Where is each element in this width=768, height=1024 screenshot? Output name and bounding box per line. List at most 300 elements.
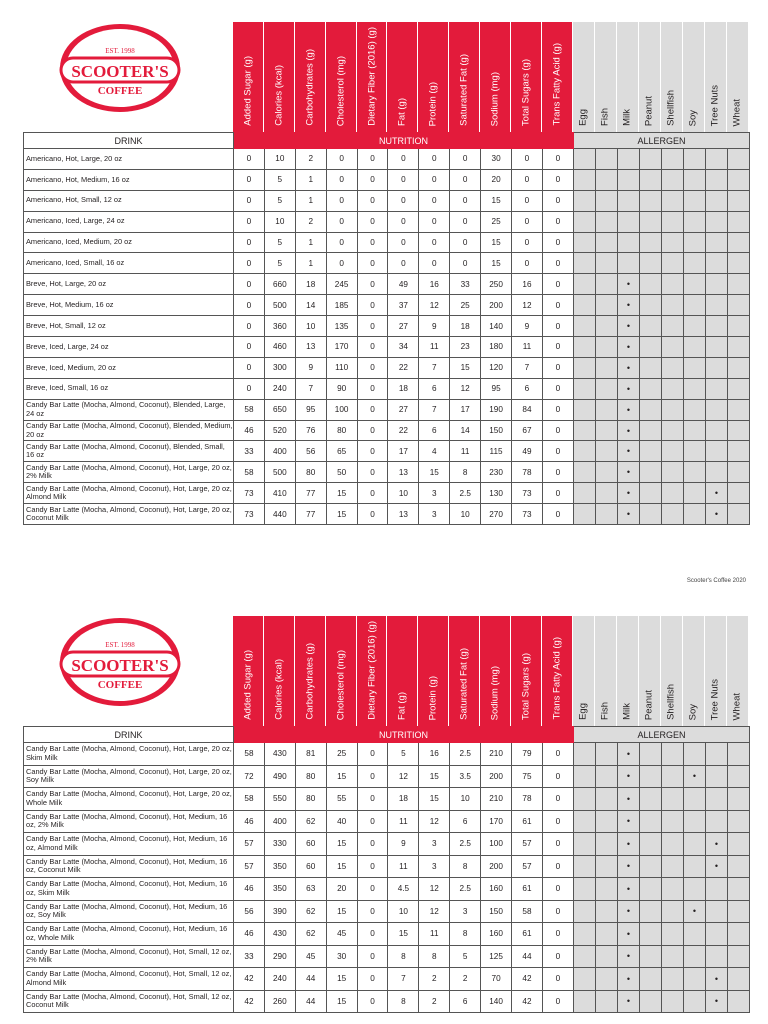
nutrient-value: 0 (542, 788, 573, 811)
nutrient-value: 56 (295, 441, 326, 462)
nutrient-value: 210 (481, 788, 512, 811)
allergen-cell (639, 169, 661, 190)
nutrient-header-label: Saturated Fat (g) (458, 54, 470, 126)
nutrient-value: 15 (326, 900, 357, 923)
nutrient-value: 500 (264, 462, 295, 483)
nutrient-value: 0 (357, 357, 388, 378)
nutrient-value: 440 (264, 504, 295, 525)
nutrient-value: 15 (326, 765, 357, 788)
nutrient-header (418, 616, 449, 726)
nutrient-value: 200 (481, 765, 512, 788)
allergen-cell (727, 833, 749, 856)
table-row (24, 765, 750, 788)
nutrient-header-label: Fat (g) (396, 98, 408, 126)
nutrient-value: 0 (357, 399, 388, 420)
nutrient-value: 3 (419, 483, 450, 504)
allergen-cell (617, 253, 639, 274)
nutrient-value: 12 (388, 765, 419, 788)
nutrient-value: 3 (419, 504, 450, 525)
nutrient-value: 360 (264, 316, 295, 337)
allergen-cell: • (617, 316, 639, 337)
allergen-cell (661, 878, 683, 901)
nutrient-value: 0 (450, 169, 481, 190)
nutrient-value: 76 (295, 420, 326, 441)
footer-text: Scooter's Coffee 2020 (686, 578, 746, 584)
nutrient-value: 0 (326, 190, 357, 211)
nutrient-value: 57 (512, 855, 543, 878)
nutrient-value: 400 (264, 810, 295, 833)
allergen-cell (595, 378, 617, 399)
nutrient-value: 0 (542, 253, 573, 274)
allergen-cell (639, 990, 661, 1013)
nutrient-value: 0 (326, 169, 357, 190)
allergen-cell (595, 420, 617, 441)
allergen-cell (573, 810, 595, 833)
allergen-cell (639, 190, 661, 211)
allergen-cell (595, 855, 617, 878)
nutrient-value: 0 (357, 253, 388, 274)
allergen-cell (705, 232, 727, 253)
nutrient-header-label: Dietary Fiber (2016) (g) (365, 621, 377, 720)
nutrient-value: 8 (450, 462, 481, 483)
allergen-cell (639, 945, 661, 968)
allergen-cell (661, 765, 683, 788)
nutrient-value: 330 (264, 833, 295, 856)
drink-name: Americano, Iced, Medium, 20 oz (24, 232, 234, 253)
nutrient-value: 0 (388, 169, 419, 190)
nutrient-value: 0 (512, 232, 543, 253)
nutrient-value: 0 (542, 990, 573, 1013)
nutrient-value: 0 (357, 378, 388, 399)
nutrient-value: 63 (295, 878, 326, 901)
allergen-header-label: Fish (599, 108, 611, 126)
nutrient-value: 27 (388, 399, 419, 420)
drink-name: Breve, Hot, Medium, 16 oz (24, 295, 234, 316)
nutrient-value: 73 (234, 504, 265, 525)
allergen-cell (595, 316, 617, 337)
allergen-cell (595, 149, 617, 170)
nutrition-section-header: NUTRITION (234, 133, 574, 149)
nutrient-value: 350 (264, 855, 295, 878)
allergen-cell (727, 232, 749, 253)
allergen-cell (661, 337, 683, 358)
nutrient-value: 57 (512, 833, 543, 856)
nutrient-value: 0 (512, 253, 543, 274)
nutrient-value: 240 (264, 378, 295, 399)
nutrient-value: 58 (234, 743, 265, 766)
nutrient-value: 8 (450, 855, 481, 878)
allergen-header (595, 616, 617, 726)
nutrient-value: 0 (388, 232, 419, 253)
allergen-cell (661, 945, 683, 968)
nutrient-header (295, 616, 326, 726)
allergen-cell (705, 743, 727, 766)
allergen-cell (573, 462, 595, 483)
allergen-cell (573, 295, 595, 316)
nutrient-value: 6 (512, 378, 543, 399)
nutrient-header (542, 616, 573, 726)
nutrient-value: 0 (357, 441, 388, 462)
nutrient-value: 0 (542, 441, 573, 462)
nutrient-value: 200 (481, 855, 512, 878)
nutrient-header-label: Cholesterol (mg) (334, 55, 346, 126)
allergen-cell: • (617, 274, 639, 295)
nutrient-value: 73 (234, 483, 265, 504)
nutrient-value: 120 (481, 357, 512, 378)
allergen-header-label: Soy (687, 109, 699, 126)
nutrient-value: 11 (512, 337, 543, 358)
nutrient-value: 0 (357, 923, 388, 946)
nutrient-value: 0 (234, 378, 265, 399)
allergen-cell (661, 420, 683, 441)
nutrient-header (326, 22, 357, 132)
allergen-cell: • (683, 765, 705, 788)
nutrient-value: 0 (357, 149, 388, 170)
nutrient-value: 0 (450, 253, 481, 274)
nutrient-value: 8 (388, 990, 419, 1013)
nutrient-header (233, 616, 264, 726)
nutrient-value: 650 (264, 399, 295, 420)
nutrient-value: 75 (512, 765, 543, 788)
nutrient-value: 15 (326, 833, 357, 856)
section-header-row (24, 133, 750, 149)
nutrient-value: 16 (419, 274, 450, 295)
nutrient-header (480, 616, 511, 726)
allergen-section-header: ALLERGEN (573, 133, 749, 149)
nutrient-header-label: Protein (g) (427, 81, 439, 126)
drink-name: Candy Bar Latte (Mocha, Almond, Coconut), Blended, Medium, 20 oz (24, 420, 234, 441)
nutrient-value: 8 (419, 945, 450, 968)
allergen-header (661, 22, 683, 132)
allergen-cell (661, 788, 683, 811)
allergen-cell: • (705, 833, 727, 856)
drink-name: Americano, Hot, Medium, 16 oz (24, 169, 234, 190)
allergen-cell (661, 504, 683, 525)
allergen-cell (727, 295, 749, 316)
nutrient-value: 46 (234, 420, 265, 441)
nutrient-value: 0 (357, 900, 388, 923)
drink-name: Candy Bar Latte (Mocha, Almond, Coconut), Hot, Large, 20 oz, Whole Milk (24, 788, 234, 811)
allergen-header-label: Peanut (643, 689, 655, 720)
nutrient-value: 0 (357, 788, 388, 811)
allergen-cell (661, 190, 683, 211)
allergen-cell (727, 357, 749, 378)
nutrient-value: 11 (450, 441, 481, 462)
allergen-cell (727, 399, 749, 420)
nutrient-value: 240 (264, 968, 295, 991)
allergen-cell (573, 923, 595, 946)
allergen-cell (595, 462, 617, 483)
allergen-cell (573, 968, 595, 991)
logo-name: SCOOTER'S (71, 656, 169, 675)
nutrient-header-label: Trans Fatty Acid (g) (551, 637, 563, 720)
nutrient-value: 12 (512, 295, 543, 316)
nutrient-value: 15 (388, 923, 419, 946)
table-row (24, 968, 750, 991)
allergen-cell (661, 462, 683, 483)
nutrient-value: 260 (264, 990, 295, 1013)
allergen-cell (727, 253, 749, 274)
nutrient-value: 18 (295, 274, 326, 295)
nutrient-value: 160 (481, 923, 512, 946)
allergen-cell (661, 990, 683, 1013)
allergen-cell (639, 923, 661, 946)
allergen-cell (705, 295, 727, 316)
nutrient-value: 210 (481, 743, 512, 766)
nutrient-value: 6 (419, 420, 450, 441)
nutrient-value: 2.5 (450, 833, 481, 856)
nutrient-value: 0 (388, 253, 419, 274)
allergen-cell (595, 274, 617, 295)
allergen-cell (705, 420, 727, 441)
nutrient-value: 2 (295, 149, 326, 170)
nutrient-value: 110 (326, 357, 357, 378)
allergen-header (639, 616, 661, 726)
nutrition-table (23, 726, 750, 1013)
allergen-cell (683, 923, 705, 946)
drink-column-header: DRINK (24, 133, 234, 149)
allergen-cell (595, 945, 617, 968)
nutrient-value: 13 (388, 462, 419, 483)
allergen-cell (639, 833, 661, 856)
allergen-cell (595, 483, 617, 504)
allergen-cell (705, 149, 727, 170)
nutrient-value: 10 (450, 788, 481, 811)
nutrient-value: 0 (357, 990, 388, 1013)
nutrient-value: 0 (512, 211, 543, 232)
nutrient-value: 57 (234, 833, 265, 856)
nutrient-value: 44 (512, 945, 543, 968)
allergen-cell (639, 504, 661, 525)
nutrient-value: 0 (234, 274, 265, 295)
allergen-cell (727, 968, 749, 991)
nutrient-value: 13 (388, 504, 419, 525)
allergen-cell (727, 923, 749, 946)
allergen-header-label: Shellfish (665, 90, 677, 126)
nutrient-value: 15 (326, 504, 357, 525)
allergen-cell (573, 211, 595, 232)
nutrient-value: 0 (357, 316, 388, 337)
nutrient-value: 65 (326, 441, 357, 462)
allergen-header-label: Fish (599, 702, 611, 720)
allergen-cell (683, 357, 705, 378)
table-row (24, 316, 750, 337)
logo-sub: COFFEE (97, 679, 143, 691)
nutrient-value: 0 (326, 253, 357, 274)
nutrient-value: 7 (419, 357, 450, 378)
nutrient-header-label: Protein (g) (427, 675, 439, 720)
drink-name: Candy Bar Latte (Mocha, Almond, Coconut), Hot, Medium, 16 oz, Soy Milk (24, 900, 234, 923)
nutrient-header-label: Cholesterol (mg) (334, 649, 346, 720)
allergen-cell (727, 990, 749, 1013)
allergen-cell (705, 211, 727, 232)
nutrient-value: 11 (388, 810, 419, 833)
allergen-cell (595, 190, 617, 211)
nutrient-value: 78 (512, 788, 543, 811)
nutrient-value: 230 (481, 462, 512, 483)
allergen-cell (661, 211, 683, 232)
nutrient-value: 0 (357, 337, 388, 358)
nutrient-value: 61 (512, 878, 543, 901)
drink-name: Candy Bar Latte (Mocha, Almond, Coconut), Hot, Large, 20 oz, Skim Milk (24, 743, 234, 766)
allergen-cell (595, 878, 617, 901)
nutrient-value: 27 (388, 316, 419, 337)
allergen-header (727, 22, 749, 132)
allergen-cell (727, 462, 749, 483)
table-row (24, 399, 750, 420)
nutrient-header (511, 22, 542, 132)
allergen-cell (595, 337, 617, 358)
allergen-cell (683, 190, 705, 211)
nutrient-value: 0 (388, 149, 419, 170)
allergen-cell: • (705, 855, 727, 878)
allergen-cell (683, 968, 705, 991)
allergen-cell: • (617, 765, 639, 788)
allergen-cell (639, 788, 661, 811)
nutrient-value: 22 (388, 420, 419, 441)
drink-name: Candy Bar Latte (Mocha, Almond, Coconut), Hot, Small, 12 oz, Almond Milk (24, 968, 234, 991)
allergen-cell (573, 878, 595, 901)
allergen-header (573, 22, 595, 132)
allergen-cell (705, 923, 727, 946)
nutrient-value: 430 (264, 923, 295, 946)
nutrient-header (326, 616, 357, 726)
allergen-cell (595, 990, 617, 1013)
nutrition-table (23, 132, 750, 525)
nutrient-value: 0 (542, 765, 573, 788)
allergen-cell (595, 810, 617, 833)
nutrient-value: 15 (419, 788, 450, 811)
allergen-cell: • (617, 441, 639, 462)
allergen-cell (705, 462, 727, 483)
allergen-header (639, 22, 661, 132)
nutrient-value: 42 (512, 968, 543, 991)
nutrient-value: 84 (512, 399, 543, 420)
nutrient-value: 0 (542, 743, 573, 766)
nutrient-value: 245 (326, 274, 357, 295)
brand-logo (58, 22, 182, 114)
nutrient-value: 0 (450, 211, 481, 232)
nutrient-value: 6 (450, 810, 481, 833)
nutrient-value: 0 (357, 232, 388, 253)
table-row (24, 190, 750, 211)
nutrient-value: 0 (357, 810, 388, 833)
allergen-cell (661, 441, 683, 462)
allergen-cell (639, 399, 661, 420)
nutrient-value: 7 (388, 968, 419, 991)
nutrient-value: 0 (234, 169, 265, 190)
allergen-cell (573, 232, 595, 253)
allergen-cell: • (683, 900, 705, 923)
nutrient-value: 0 (357, 295, 388, 316)
nutrient-value: 25 (326, 743, 357, 766)
nutrient-value: 3 (450, 900, 481, 923)
nutrient-value: 0 (357, 169, 388, 190)
table-row (24, 833, 750, 856)
allergen-cell (617, 149, 639, 170)
allergen-cell (661, 316, 683, 337)
allergen-cell (595, 169, 617, 190)
nutrient-header-label: Carbohydrates (g) (303, 643, 315, 720)
nutrient-value: 95 (481, 378, 512, 399)
nutrient-value: 4 (419, 441, 450, 462)
nutrient-header (233, 22, 264, 132)
nutrient-value: 3.5 (450, 765, 481, 788)
drink-name: Candy Bar Latte (Mocha, Almond, Coconut), Hot, Small, 12 oz, 2% Milk (24, 945, 234, 968)
nutrient-value: 5 (388, 743, 419, 766)
nutrient-value: 170 (326, 337, 357, 358)
allergen-cell (727, 420, 749, 441)
nutrient-value: 0 (542, 211, 573, 232)
nutrient-value: 0 (234, 253, 265, 274)
allergen-cell (573, 190, 595, 211)
nutrient-value: 0 (326, 211, 357, 232)
nutrient-value: 0 (512, 169, 543, 190)
logo-sub: COFFEE (97, 85, 143, 97)
allergen-cell (639, 483, 661, 504)
nutrient-value: 430 (264, 743, 295, 766)
nutrient-value: 60 (295, 855, 326, 878)
nutrient-value: 0 (419, 232, 450, 253)
nutrient-value: 390 (264, 900, 295, 923)
nutrient-value: 190 (481, 399, 512, 420)
nutrient-value: 60 (295, 833, 326, 856)
allergen-cell (595, 833, 617, 856)
allergen-cell: • (617, 504, 639, 525)
logo-est: EST. 1998 (105, 641, 135, 649)
drink-column-header: DRINK (24, 727, 234, 743)
nutrient-value: 0 (542, 810, 573, 833)
nutrient-value: 100 (481, 833, 512, 856)
nutrient-header (357, 616, 388, 726)
allergen-cell (617, 169, 639, 190)
table-row (24, 337, 750, 358)
nutrient-value: 100 (326, 399, 357, 420)
nutrient-value: 0 (234, 232, 265, 253)
nutrient-value: 0 (234, 149, 265, 170)
nutrient-value: 6 (419, 378, 450, 399)
allergen-cell (683, 504, 705, 525)
nutrient-header-label: Added Sugar (g) (242, 650, 254, 720)
allergen-cell: • (617, 945, 639, 968)
allergen-cell (639, 316, 661, 337)
nutrient-value: 70 (481, 968, 512, 991)
nutrient-value: 37 (388, 295, 419, 316)
nutrient-value: 0 (419, 211, 450, 232)
allergen-cell (573, 399, 595, 420)
allergen-header-label: Milk (621, 703, 633, 720)
nutrient-header-label: Dietary Fiber (2016) (g) (365, 27, 377, 126)
nutrient-value: 15 (326, 968, 357, 991)
nutrient-value: 7 (419, 399, 450, 420)
allergen-cell (661, 232, 683, 253)
allergen-cell (705, 169, 727, 190)
allergen-cell (705, 900, 727, 923)
allergen-cell: • (617, 990, 639, 1013)
nutrient-value: 18 (388, 378, 419, 399)
nutrient-value: 12 (450, 378, 481, 399)
nutrient-value: 0 (542, 169, 573, 190)
nutrient-value: 200 (481, 295, 512, 316)
nutrient-header-label: Saturated Fat (g) (458, 648, 470, 720)
nutrient-value: 140 (481, 990, 512, 1013)
allergen-cell (705, 765, 727, 788)
drink-name: Candy Bar Latte (Mocha, Almond, Coconut), Hot, Large, 20 oz, Coconut Milk (24, 504, 234, 525)
nutrient-value: 0 (542, 190, 573, 211)
nutrient-value: 0 (357, 462, 388, 483)
allergen-cell (639, 211, 661, 232)
nutrient-value: 10 (388, 900, 419, 923)
